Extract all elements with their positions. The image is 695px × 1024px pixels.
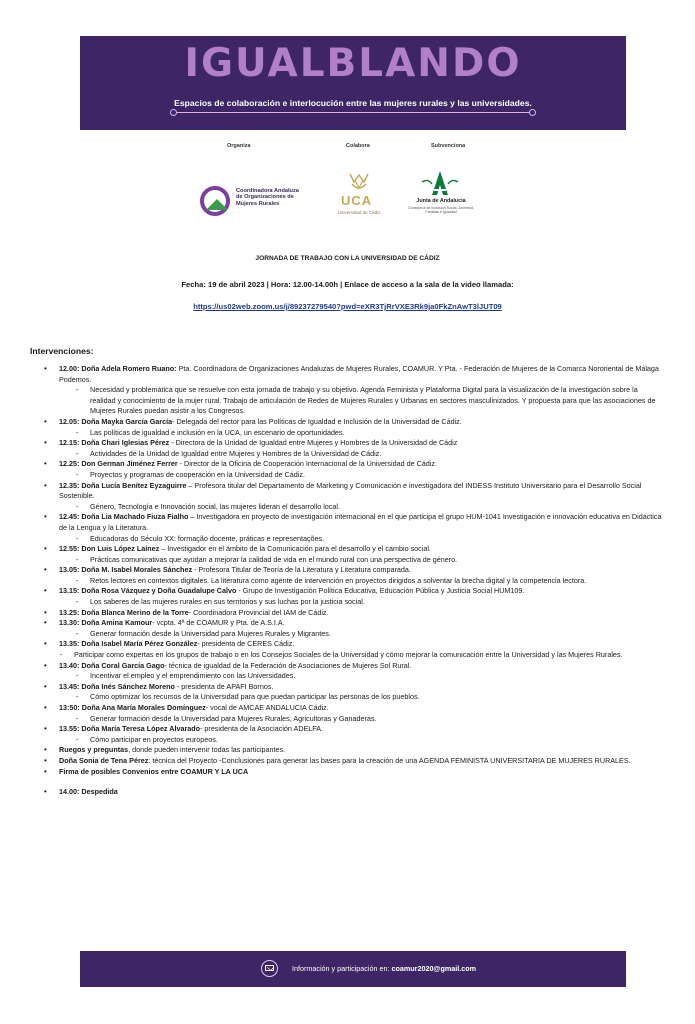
agenda-speaker: Doña Rosa Vázquez y Doña Guadalupe Calvo (81, 586, 237, 596)
agenda-time: 12.45: (59, 512, 80, 522)
agenda-topic: - Necesidad y problemática que se resuelve con esta jornada de trabajo y su objetivo. Agenda Feminista y Plataforma Digital para la visualización de la investigación sobre la realidad y conocimiento de la mujer rural. Trabajo de articulación de Redes de Mujeres Rurales y Urbanas en sectores masculinizados. Y propuesta para que las asociaciones de Mujeres Rurales puedan asistir a los Congresos. (30, 385, 670, 417)
zoom-link[interactable]: https://us02web.zoom.us/j/89237279540?pwd=eXR3TjRrVXE3Rk9ja0FkZnAwT3lJUT09 (193, 302, 502, 311)
agenda-time: 12.55: (59, 544, 80, 554)
agenda-list (30, 364, 670, 798)
agenda-topic: - Participar como expertas en los grupos de trabajo o en los Consejos Sociales de la Universidad y cómo mejorar la comunicación entre la Universidad y las Mujeres Rurales. (30, 650, 670, 661)
agenda-role: - Delegada del rector para las Políticas de Igualdad e Inclusión de la Universidad de Cádiz. (172, 416, 462, 426)
agenda-role: - Grupo de Investigación Política Educativa, Educación Pública y Justicia Social HUM109. (236, 586, 525, 596)
agenda-topic: - Prácticas comunicativas que ayudan a mejorar la calidad de vida en el mundo rural con una perspectiva de género. (30, 555, 670, 566)
coamur-logo-text: Coordinadora Andaluza de Organizaciones de Mujeres Rurales (236, 188, 299, 207)
agenda-speaker: Doña Coral García Gago (81, 660, 165, 670)
agenda-role: - vcpta. 4ª de COAMUR y Pta. de A.S.I.A. (152, 618, 285, 628)
agenda-item (30, 608, 670, 619)
agenda-topic: - Actividades de la Unidad de Igualdad entre Mujeres y Hombres de la Universidad de Cádiz. (30, 449, 670, 460)
agenda-speaker: Doña Isabel María Pérez González (81, 639, 198, 649)
junta-logo-text: Junta de Andalucía (416, 198, 466, 204)
agenda-topic: - Retos lectores en contextos digitales. La literatura como agente de intervención en proyectos dirigidos a solventar la brecha digital y la competencia lectora. (30, 576, 670, 587)
agenda-speaker: Don German Jiménez Ferrer (81, 459, 178, 469)
agenda-time: 12.00: (59, 364, 80, 373)
footer-contact (292, 964, 476, 973)
agenda-role: , donde pueden intervenir todas las participantes. (128, 745, 286, 755)
uca-caption: Universidad de Cádiz (337, 210, 381, 215)
agenda-role: : técnica del Proyecto -Conclusiones para generar las bases para la creación de una AGENDA FEMINISTA UNIVERSITARIA DE MUJERES RURALES. (148, 755, 631, 765)
agenda-topic: - Incentivar el empleo y el emprendimiento con las Universidades. (30, 671, 670, 682)
footer-email[interactable]: coamur2020@gmail.com (391, 964, 476, 973)
agenda-speaker: Doña Blanca Merino de la Torre (81, 607, 189, 617)
agenda-role: - presidenta de CERES Cádiz. (197, 639, 295, 649)
agenda-role: – Profesora titular del Departamento de Marketing y Comunicación e investigadora del INDESS Instituto Universitario para el Desarrollo Social Sostenible. (59, 480, 642, 501)
agenda-speaker: Don Luis López Laínez (81, 544, 160, 554)
role-colabora: Colabora (346, 143, 370, 149)
agenda-role: - presidenta de la Asociación ADELFA. (200, 724, 324, 734)
agenda-topic: - Educadoras do Século XX: formação docente, práticas e representações. (30, 534, 670, 545)
agenda-item (30, 618, 670, 629)
agenda-item (30, 417, 670, 428)
agenda-speaker: Ruegos y preguntas (59, 745, 129, 755)
agenda-time: 13.25: (59, 607, 80, 617)
agenda-speaker: Doña Sonia de Tena Pérez (59, 755, 149, 765)
agenda-role: – Investigadora en proyecto de investigación internacional en el que participa el grupo HUM-1041 Investigación e innovación educativa en Didáctica de la Lengua y la Literatura. (59, 512, 662, 532)
agenda-item (30, 767, 670, 778)
agenda-role: – Investigador en el ámbito de la Comunicación para el desarrollo y el cambio social. (159, 544, 431, 554)
agenda-time: 14.00: (59, 787, 80, 797)
header-banner (80, 36, 626, 130)
agenda-time: 12.35: (59, 480, 80, 490)
agenda-item (30, 724, 670, 735)
agenda-topic: - Cómo optimizar los recursos de la Universidad para que puedan participar las personas de los pueblos. (30, 692, 670, 703)
agenda-role: - Coordinadora Provincial del IAM de Cádiz. (188, 607, 329, 617)
junta-caption: Consejería de Inclusión Social, Juventud, Familias e Igualdad (408, 206, 474, 215)
agenda-speaker: Doña Amina Kamour (81, 618, 153, 628)
agenda-item (30, 364, 670, 385)
agenda-time: 13.45: (59, 681, 80, 691)
agenda-topic: - Generar formación desde la Universidad para Mujeres Rurales, Agricultoras y Ganaderas. (30, 714, 670, 725)
agenda-time: 12.05: (59, 416, 80, 426)
agenda-topic: - Generar formación desde la Universidad para Mujeres Rurales y Migrantes. (30, 629, 670, 640)
junta-andalucia-emblem-icon (418, 170, 462, 196)
agenda-speaker: Doña Lucía Benítez Eyzaguirre (81, 480, 187, 490)
agenda-topic: - Los saberes de las mujeres rurales en sus territorios y sus luchas por la justicia social. (30, 597, 670, 608)
agenda-speaker: Doña Inés Sánchez Moreno (81, 681, 175, 691)
date-time-line: Fecha: 19 de abril 2023 | Hora: 12.00-14.00h | Enlace de acceso a la sala de la video llamada: (181, 280, 514, 289)
jornada-title: JORNADA DE TRABAJO CON LA UNIVERSIDAD DE CÁDIZ (255, 255, 440, 262)
agenda-item (30, 565, 670, 576)
agenda-item (30, 682, 670, 693)
agenda-item (30, 787, 670, 798)
agenda-item (30, 639, 670, 650)
agenda-topic: - Cómo participar en proyectos europeos. (30, 735, 670, 746)
agenda-topic: - Las políticas de igualdad e inclusión en la UCA, un escenario de oportunidades. (30, 428, 670, 439)
agenda-speaker: Doña Lia Machado Fiuza Fialho (81, 512, 189, 522)
agenda-time: 12.25: (59, 459, 80, 469)
footer-label: Información y participación en: (292, 964, 392, 973)
agenda-item (30, 544, 670, 555)
agenda-item (30, 586, 670, 597)
coamur-logo (200, 186, 230, 216)
agenda-speaker: Doña Chari Iglesias Pérez (81, 438, 170, 448)
agenda-speaker: Doña María Teresa López Alvarado (81, 724, 201, 734)
agenda-time: 13.55: (59, 724, 80, 734)
interventions-heading: Intervenciones: (30, 346, 94, 356)
agenda-item (30, 703, 670, 714)
agenda-role: - Director de la Oficina de Cooperación Internacional de la Universidad de Cádiz. (177, 459, 437, 469)
agenda-speaker: Firma de posibles Convenios entre COAMUR Y LA UCA (59, 766, 249, 776)
agenda-speaker: Doña Adela Romero Ruano: (81, 364, 177, 373)
agenda-item (30, 481, 670, 502)
agenda-role: Pta. Coordinadora de Organizaciones Andaluzas de Mujeres Rurales, COAMUR. Y Pta. - Federación de Mujeres de la Comarca Nororiental de Málaga Podemos. (59, 364, 659, 384)
uca-logo-text: UCA (341, 193, 373, 208)
agenda-role: - vocal de AMCAE ANDALUCIA Cádiz. (205, 703, 329, 712)
agenda-item (30, 512, 670, 533)
role-organiza: Organiza (227, 143, 251, 149)
agenda-item (30, 459, 670, 470)
mail-icon (261, 960, 278, 977)
agenda-speaker: Doña Ana María Morales Domínguez (81, 703, 206, 712)
agenda-time: 12.15: (59, 438, 80, 448)
agenda-role: - presidenta de APAFI Bornos. (174, 681, 274, 691)
agenda-speaker: Despedida (81, 787, 118, 797)
agenda-topic: - Género, Tecnología e Innovación social, las mujeres lideran el desarrollo local. (30, 502, 670, 513)
role-subvenciona: Subvenciona (431, 143, 466, 149)
title-divider (176, 112, 530, 113)
agenda-speaker: Doña M. Isabel Morales Sánchez (81, 565, 193, 575)
agenda-topic: - Proyectos y programas de cooperación en la Universidad de Cádiz. (30, 470, 670, 481)
agenda-time: 13.30: (59, 618, 80, 628)
uca-emblem-icon (342, 172, 376, 194)
agenda-time: 13.35: (59, 639, 80, 649)
agenda-time: 13:50: (59, 703, 80, 712)
agenda-item (30, 756, 670, 767)
agenda-item (30, 661, 670, 672)
agenda-role: - técnica de igualdad de la Federación de Asociaciones de Mujeres Sol Rural. (164, 660, 412, 670)
agenda-speaker: Doña Mayka García García (81, 416, 173, 426)
event-title: IGUALBLANDO (184, 41, 522, 86)
agenda-role: - Profesora Titular de Teoría de la Literatura y Literatura comparada. (192, 565, 411, 575)
agenda-item (30, 438, 670, 449)
agenda-role: - Directora de la Unidad de Igualdad entre Mujeres y Hombres de la Universidad de Cádiz (169, 438, 458, 448)
agenda-time: 13.05: (59, 565, 80, 575)
agenda-time: 13.40: (59, 660, 80, 670)
agenda-item (30, 745, 670, 756)
agenda-time: 13.15: (59, 586, 80, 596)
event-subtitle: Espacios de colaboración e interlocución entre las mujeres rurales y las universidades. (174, 98, 532, 108)
footer-banner (80, 951, 626, 987)
